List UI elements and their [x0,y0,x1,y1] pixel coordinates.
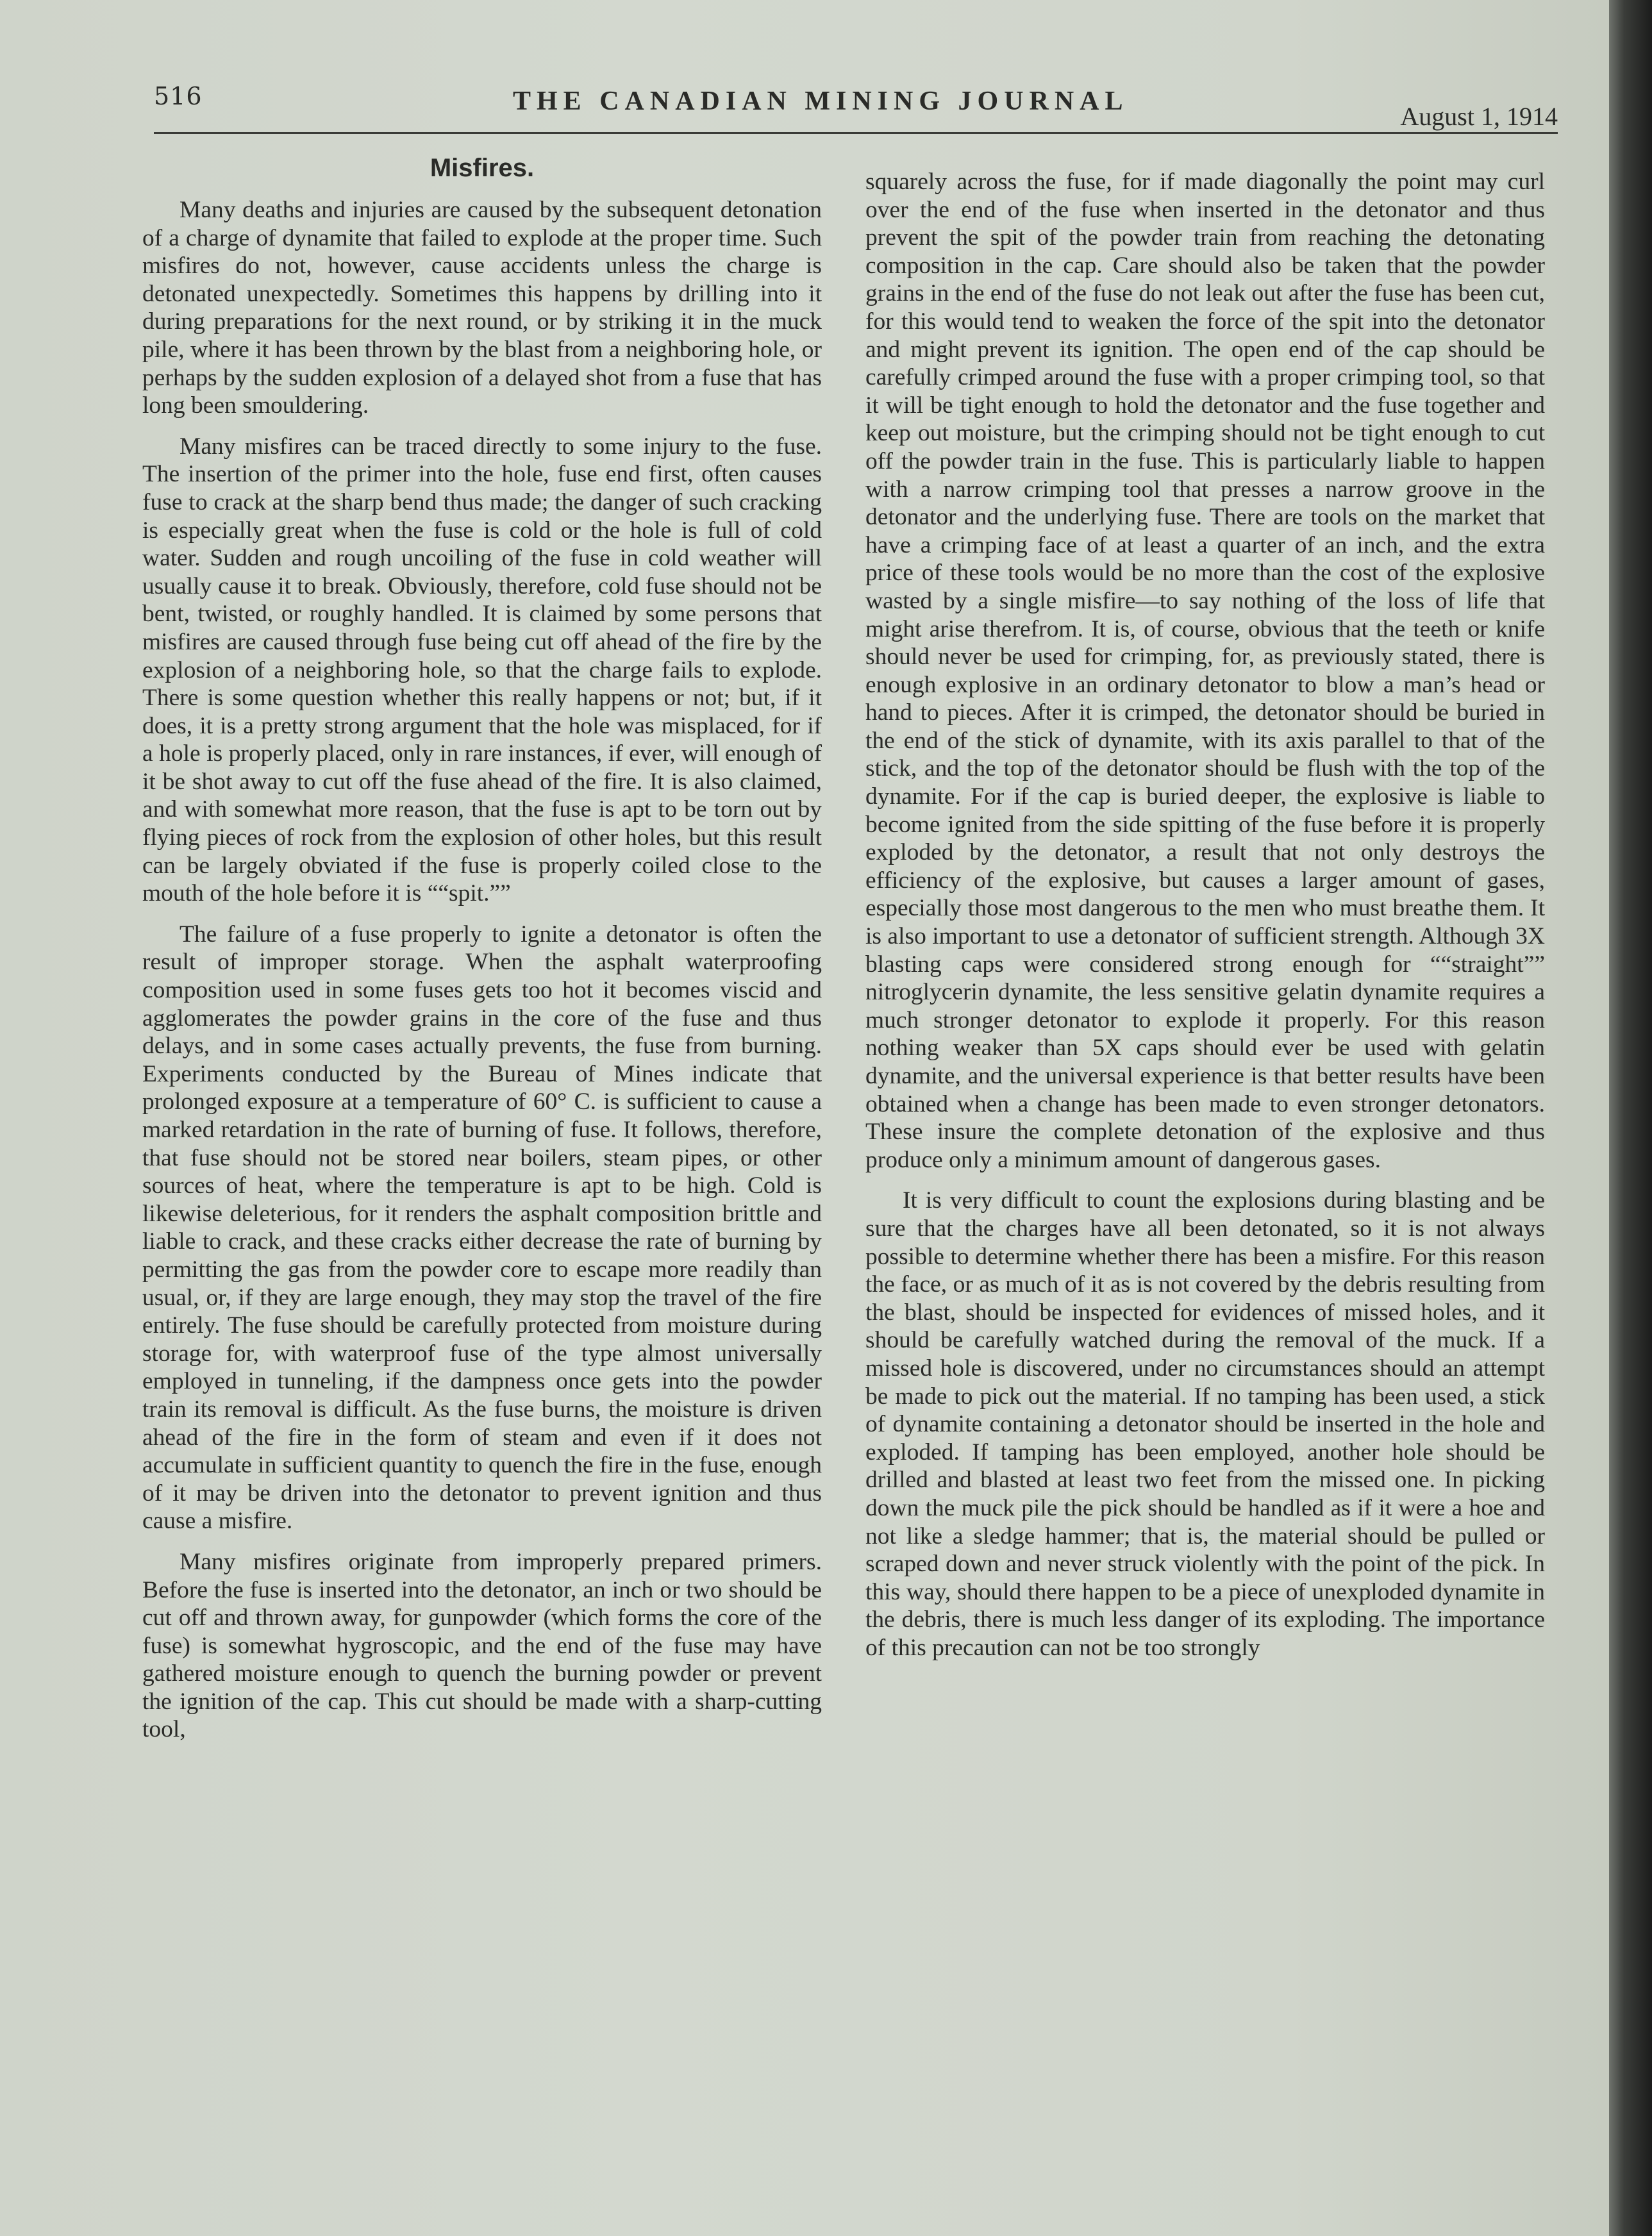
left-paragraph-3: The failure of a fuse properly to ignite a detonator is often the result of improper storage. When the asphalt waterproofing composition used in some fuses gets too hot it becomes viscid and agglomerates the powder grains in the core of the fuse and thus delays, and in some cases actually prevents, the fuse from burning. Experiments conducted by the Bureau of Mines indicate that prolonged exposure at a temperature of 60° C. is sufficient to cause a marked retardation in the rate of burning of fuse. It follows, therefore, that fuse should not be stored near boilers, steam pipes, or other sources of heat, where the temperature is apt to be high. Cold is likewise deleterious, for it renders the asphalt composition brittle and liable to crack, and these cracks either decrease the rate of burning by permitting the gas from the powder core to escape more readily than usual, or, if they are large enough, they may stop the travel of the fire entirely. The fuse should be carefully protected from moisture during storage for, with waterproof fuse of the type almost universally employed in tunneling, if the dampness once gets into the powder train its removal is difficult. As the fuse burns, the moisture is driven ahead of the fire in the form of steam and even if it does not accumulate in sufficient quantity to quench the fire in the fuse, enough of it may be driven into the detonator to prevent ignition and thus cause a misfire. [142,921,822,1535]
left-paragraph-4: Many misfires originate from improperly prepared primers. Before the fuse is inserted into the detonator, an inch or two should be cut off and thrown away, for gunpowder (which forms the core of the fuse) is somewhat hygroscopic, and the end of the fuse may have gathered moisture enough to quench the burning powder or prevent the ignition of the cap. This cut should be made with a sharp-cutting tool, [142,1548,822,1743]
article-title: Misfires. [430,154,535,182]
left-paragraph-1: Many deaths and injuries are caused by the subsequent detonation of a charge of dynamite that failed to explode at the proper time. Such misfires do not, however, cause accidents unless the charge is detonated unexpectedly. Sometimes this happens by drilling into it during preparations for the next round, or by striking it in the muck pile, where it has been thrown by the blast from a neighboring hole, or perhaps by the sudden explosion of a delayed shot from a fuse that has long been smouldering. [142,197,822,419]
left-column [142,154,822,1756]
page-number: 516 [154,82,203,110]
journal-title: THE CANADIAN MINING JOURNAL [513,87,1129,116]
page-edge-shadow [1609,0,1652,2236]
left-paragraph-2: Many misfires can be traced directly to some injury to the fuse. The insertion of the primer into the hole, fuse end first, often causes fuse to crack at the sharp bend thus made; the danger of such cracking is especially great when the fuse is cold or the hole is full of cold water. Sudden and rough uncoiling of the fuse in cold weather will usually cause it to break. Obviously, therefore, cold fuse should not be bent, twisted, or roughly handled. It is claimed by some persons that misfires are caused through fuse being cut off ahead of the fire by the explosion of a neighboring hole, so that the charge fails to explode. There is some question whether this really happens or not; but, if it does, it is a pretty strong argument that the hole was misplaced, for if a hole is properly placed, only in rare instances, if ever, will enough of it be shot away to cut off the fuse ahead of the fire. It is also claimed, and with somewhat more reason, that the fuse is apt to be torn out by flying pieces of rock from the explosion of other holes, but this result can be largely obviated if the fuse is properly coiled close to the mouth of the hole before it is ““spit.”” [142,433,822,907]
right-paragraph-1: squarely across the fuse, for if made diagonally the point may curl over the end of the fuse when inserted in the detonator and thus prevent the spit of the powder train from reaching the detonating composition in the cap. Care should also be taken that the powder grains in the end of the fuse do not leak out after the fuse has been cut, for this would tend to weaken the force of the spit into the detonator and might prevent its ignition. The open end of the cap should be carefully crimped around the fuse with a proper crimping tool, so that it will be tight enough to hold the detonator and the fuse together and keep out moisture, but the crimping should not be tight enough to cut off the powder train in the fuse. This is particularly liable to happen with a narrow crimping tool that presses a narrow groove in the detonator and the underlying fuse. There are tools on the market that have a crimping face of at least a quarter of an inch, and the extra price of these tools would be no more than the cost of the explosive wasted by a single misfire—to say nothing of the loss of life that might arise therefrom. It is, of course, obvious that the teeth or knife should never be used for crimping, for, as previously stated, there is enough explosive in an ordinary detonator to blow a man’s head or hand to pieces. After it is crimped, the detonator should be buried in the end of the stick of dynamite, with its axis parallel to that of the stick, and the top of the detonator should be flush with the top of the dynamite. For if the cap is buried deeper, the explosive is liable to become ignited from the side spitting of the fuse before it is properly exploded by the detonator, a result that not only destroys the efficiency of the explosive, but causes a larger amount of gases, especially those most dangerous to the men who must breathe them. It is also important to use a detonator of sufficient strength. Although 3X blasting caps were considered strong enough for ““straight”” nitroglycerin dynamite, the less sensitive gelatin dynamite requires a much stronger detonator to explode it properly. For this reason nothing weaker than 5X caps should ever be used with gelatin dynamite, and the universal experience is that better results have been obtained when a change has been made to even stronger detonators. These insure the complete detonation of the explosive and thus produce only a minimum amount of dangerous gases. [865,169,1545,1173]
right-paragraph-2: It is very difficult to count the explosions during blasting and be sure that the charges have all been detonated, so it is not always possible to determine whether there has been a misfire. For this reason the face, or as much of it as is not covered by the debris resulting from the blast, should be inspected for evidences of missed holes, and it should be carefully watched during the removal of the muck. If a missed hole is discovered, under no circumstances should an attempt be made to pick out the material. If no tamping has been used, a stick of dynamite containing a detonator should be inserted in the hole and exploded. If tamping has been employed, another hole should be drilled and blasted at least two feet from the missed one. In picking down the muck pile the pick should be handled as if it were a hoe and not like a sledge hammer; that is, the material should be pulled or scraped down and never struck violently with the point of the pick. In this way, should there happen to be a piece of unexploded dynamite in the debris, there is much less danger of its exploding. The importance of this precaution can not be too strongly [865,1187,1545,1661]
page-header [154,82,1558,140]
issue-date: August 1, 1914 [1400,102,1558,131]
header-rule [154,132,1558,134]
right-column [865,168,1545,1674]
